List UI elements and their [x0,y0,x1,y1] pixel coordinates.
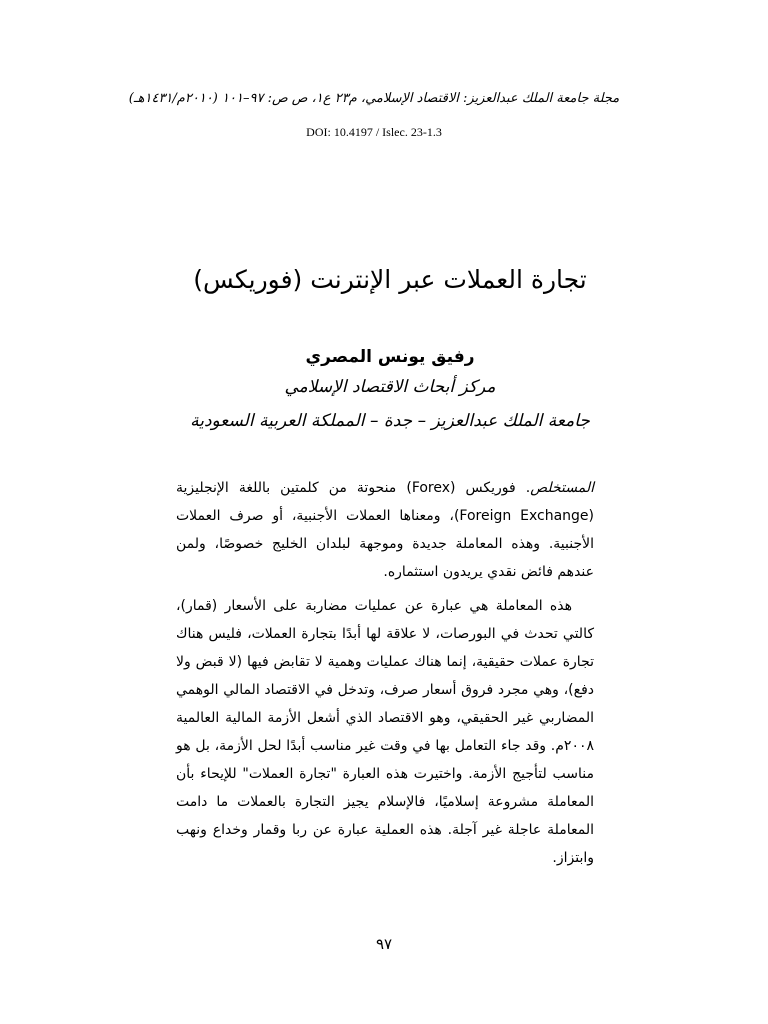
abstract-label: المستخلص [530,480,594,496]
abstract-paragraph-2: هذه المعاملة هي عبارة عن عمليات مضاربة على الأسعار (قمار)، كالتي تحدث في البورصات، لا علاقة لها أبدًا بتجارة العملات، فليس هناك تجارة عملات حقيقية، إنما هناك عمليات وهمية لا تقابض فيها (لا قبض ولا دفع)، وهي مجرد فروق أسعار صرف، وتدخل في الاقتصاد المالي الوهمي المضاربي غير الحقيقي، وهو الاقتصاد الذي أشعل الأزمة المالية العالمية ٢٠٠٨م. وقد جاء التعامل بها في وقت غير مناسب أبدًا لحل الأزمة، بل هو مناسب لتأجيج الأزمة. واختيرت هذه العبارة "تجارة العملات" للإيحاء بأن المعاملة مشروعة إسلاميًا، فالإسلام يجيز التجارة بالعملات ما دامت المعاملة عاجلة غير آجلة. هذه العملية عبارة عن ربا وقمار وخداع ونهب وابتزاز. [176,598,594,866]
doi-line: DOI: 10.4197 / Islec. 23-1.3 [306,125,442,139]
abstract [176,474,594,872]
author-name: رفيق يونس المصري [305,347,475,367]
abstract-paragraph-1 [176,474,594,586]
page-number: ٩٧ [375,935,393,953]
journal-citation: مجلة جامعة الملك عبدالعزيز: الاقتصاد الإسلامي، م٢٣ ع١، ص ص: ٩٧–١٠١ (٢٠١٠م/١٤٣١هـ) [128,91,620,106]
affiliation-center: مركز أبحاث الاقتصاد الإسلامي [284,377,496,397]
affiliation-university: جامعة الملك عبدالعزيز – جدة – المملكة العربية السعودية [190,411,590,431]
abstract-text-1: . فوريكس (Forex) منحوتة من كلمتين باللغة الإنجليزية (Foreign Exchange)، ومعناها العملات الأجنبية، أو صرف العملات الأجنبية. وهذه المعاملة جديدة وموجهة لبلدان الخليج خصوصًا، ولمن عندهم فائض نقدي يريدون استثماره. [176,480,594,580]
article-title: تجارة العملات عبر الإنترنت (فوريكس) [193,265,587,294]
